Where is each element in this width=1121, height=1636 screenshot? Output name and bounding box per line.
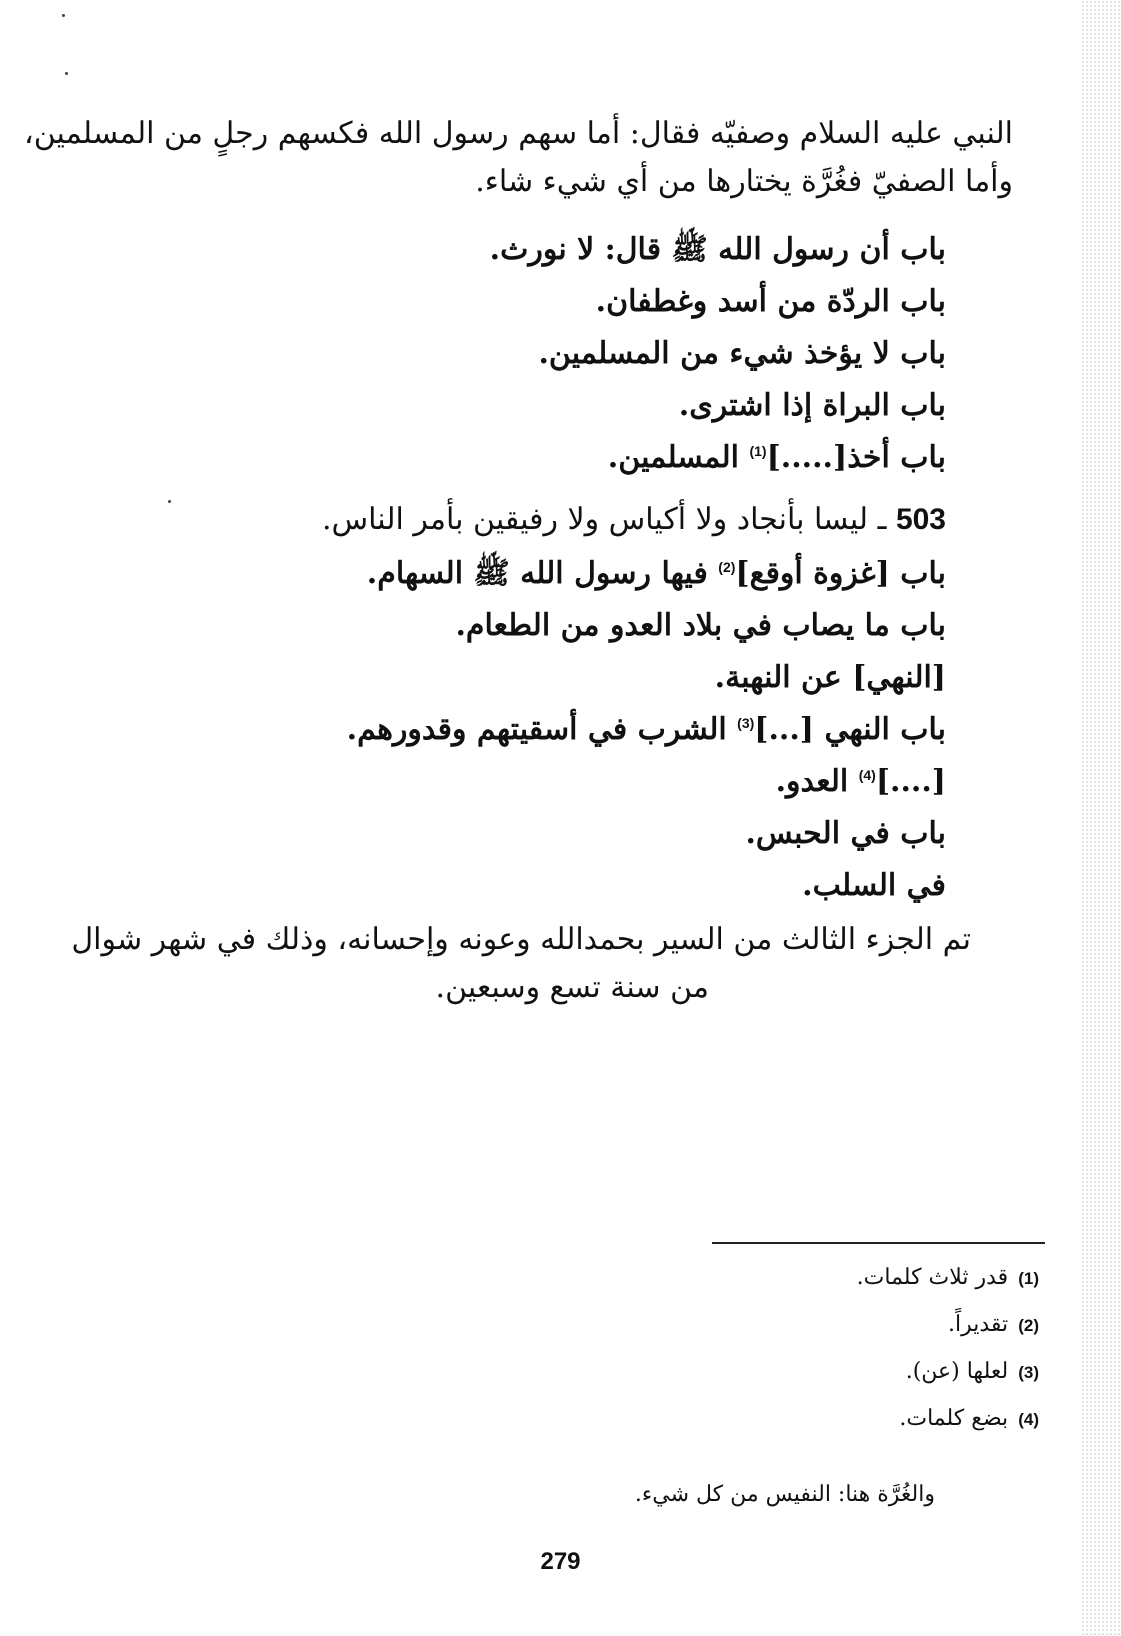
footnote-text: تقديراً. bbox=[948, 1312, 1009, 1337]
gloss-note: والغُرَّة هنا: النفيس من كل شيء. bbox=[634, 1482, 935, 1507]
heading-text: فيها رسول الله ﷺ السهام. bbox=[366, 556, 719, 591]
page-number: 279 bbox=[540, 1548, 581, 1575]
chapter-heading bbox=[367, 554, 946, 594]
chapter-heading: في السلب. bbox=[802, 868, 946, 903]
footnote-number: (3) bbox=[1018, 1363, 1039, 1382]
colophon-line: تم الجزء الثالث من السير بحمدالله وعونه وإحسانه، وذلك في شهر شوال bbox=[71, 922, 971, 957]
paragraph-line: النبي عليه السلام وصفيّه فقال: أما سهم رسول الله فكسهم رجلٍ من المسلمين، bbox=[24, 116, 1013, 151]
heading-text: باب النهي [...] bbox=[754, 712, 946, 747]
footnote bbox=[906, 1357, 1039, 1388]
numbered-entry bbox=[322, 500, 946, 540]
colophon-line: من سنة تسع وسبعين. bbox=[435, 970, 709, 1005]
chapter-heading: [النهي] عن النهبة. bbox=[714, 660, 946, 695]
footnote-text: لعلها (عن). bbox=[905, 1359, 1009, 1384]
footnote bbox=[948, 1310, 1039, 1341]
footnote bbox=[899, 1404, 1039, 1435]
chapter-heading: باب في الحبس. bbox=[745, 816, 946, 851]
footnote bbox=[857, 1263, 1039, 1294]
heading-text: العدو. bbox=[775, 764, 859, 799]
footnote-ref: (1) bbox=[749, 443, 767, 459]
heading-text: باب [غزوة أوقع] bbox=[735, 556, 946, 591]
footnote-ref: (2) bbox=[718, 559, 736, 575]
chapter-heading: باب أن رسول الله ﷺ قال: لا نورث. bbox=[489, 232, 946, 267]
heading-text: [....] bbox=[875, 764, 946, 799]
footnote-text: بضع كلمات. bbox=[899, 1406, 1009, 1431]
chapter-heading bbox=[776, 762, 946, 802]
heading-text: باب أخذ[.....] bbox=[766, 440, 946, 475]
heading-text: الشرب في أسقيتهم وقدورهم. bbox=[346, 712, 738, 747]
chapter-heading bbox=[608, 438, 946, 478]
footnote-divider bbox=[712, 1242, 1045, 1244]
footnote-number: (4) bbox=[1018, 1410, 1039, 1429]
footnote-ref: (3) bbox=[737, 715, 755, 731]
chapter-heading bbox=[347, 710, 946, 750]
footnote-ref: (4) bbox=[858, 767, 876, 783]
heading-text: المسلمين. bbox=[607, 440, 750, 475]
paragraph-line: وأما الصفيّ فغُرَّة يختارها من أي شيء شاء. bbox=[475, 164, 1013, 199]
entry-number: 503 bbox=[895, 503, 946, 536]
chapter-heading: باب لا يؤخذ شيء من المسلمين. bbox=[538, 336, 946, 371]
footnote-number: (1) bbox=[1018, 1269, 1039, 1288]
footnote-number: (2) bbox=[1018, 1316, 1039, 1335]
chapter-heading: باب البراة إذا اشترى. bbox=[678, 388, 946, 423]
chapter-heading: باب ما يصاب في بلاد العدو من الطعام. bbox=[455, 608, 946, 643]
footnote-text: قدر ثلاث كلمات. bbox=[856, 1265, 1009, 1290]
chapter-heading: باب الردّة من أسد وغطفان. bbox=[595, 284, 946, 319]
entry-text: ـ ليسا بأنجاد ولا أكياس ولا رفيقين بأمر الناس. bbox=[322, 502, 896, 537]
